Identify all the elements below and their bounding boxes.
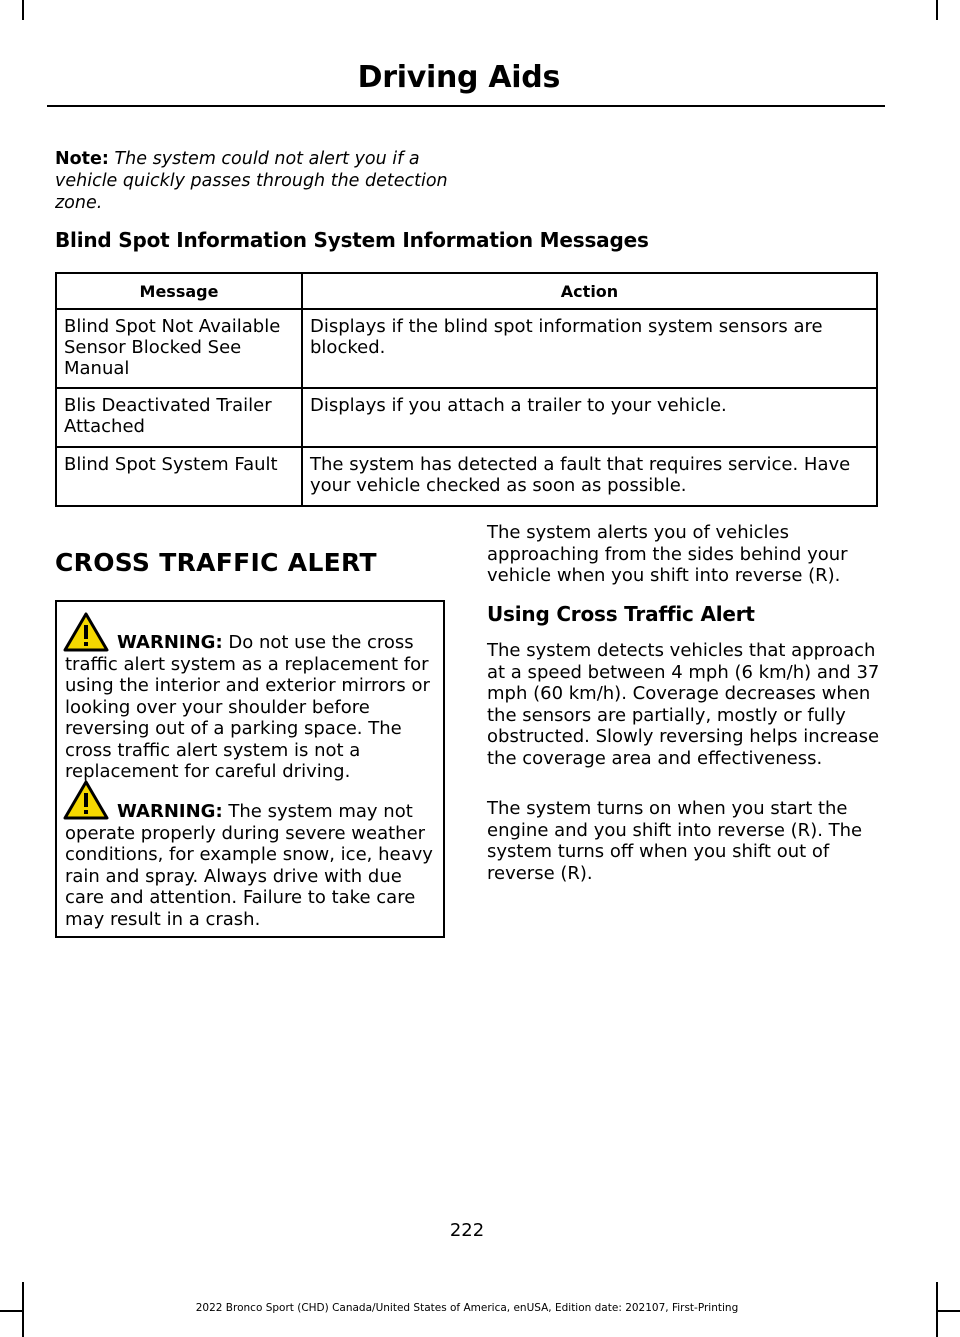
action-cell: Displays if the blind spot information system sensors are blocked. [302, 309, 877, 388]
cta-intro-paragraph: The system alerts you of vehicles approaching from the sides behind your vehicle when you shift into reverse (R). [487, 522, 848, 586]
warning-paragraph [65, 630, 439, 783]
cta-paragraph: The system detects vehicles that approach at a speed between 4 mph (6 km/h) and 37 mph (60 km/h). Coverage decreases when the sensors are partially, mostly or fully obstructed. Slowly reversing helps increase the coverage area and effectiveness. [487, 640, 880, 769]
crop-mark [938, 1310, 960, 1312]
using-cross-traffic-alert-heading: Using Cross Traffic Alert [487, 602, 755, 626]
crop-mark [936, 0, 938, 20]
warning-box [55, 600, 445, 938]
column-header-message: Message [56, 273, 302, 309]
page-header-title: Driving Aids [357, 60, 560, 95]
page-footer: 2022 Bronco Sport (CHD) Canada/United States of America, enUSA, Edition date: 202107, First-Printing [195, 1302, 739, 1314]
note-text: The system could not alert you if a vehicle quickly passes through the detection zone. [55, 149, 448, 213]
table-header-row [56, 273, 877, 309]
blis-messages-heading: Blind Spot Information System Information Messages [55, 228, 649, 252]
table-row [56, 388, 877, 447]
table-row [56, 447, 877, 506]
warning-label: WARNING: [117, 632, 223, 653]
message-cell: Blind Spot System Fault [56, 447, 302, 506]
warning-text: Do not use the cross traffic alert system as a replacement for using the interior and exterior mirrors or looking over your shoulder before reversing out of a parking space. The cross traffic alert system is not a replacement for careful driving. [65, 632, 430, 782]
header-rule [47, 105, 885, 107]
warning-label: WARNING: [117, 801, 223, 822]
cta-paragraph: The system turns on when you start the engine and you shift into reverse (R). The system turns off when you shift out of reverse (R). [487, 798, 863, 884]
note [55, 148, 455, 214]
cross-traffic-alert-heading: CROSS TRAFFIC ALERT [55, 548, 377, 577]
crop-mark [22, 0, 24, 20]
page-number: 222 [449, 1220, 485, 1241]
action-cell: The system has detected a fault that requires service. Have your vehicle checked as soon as possible. [302, 447, 877, 506]
table-row [56, 309, 877, 388]
action-cell: Displays if you attach a trailer to your vehicle. [302, 388, 877, 447]
message-cell: Blis Deactivated Trailer Attached [56, 388, 302, 447]
message-cell: Blind Spot Not Available Sensor Blocked See Manual [56, 309, 302, 388]
blis-messages-table [55, 272, 878, 507]
note-label: Note: [55, 149, 109, 169]
warning-paragraph [65, 799, 439, 930]
warning-text: The system may not operate properly during severe weather conditions, for example snow, ice, heavy rain and spray. Always drive with due care and attention. Failure to take care may result in a crash. [65, 801, 433, 930]
column-header-action: Action [302, 273, 877, 309]
